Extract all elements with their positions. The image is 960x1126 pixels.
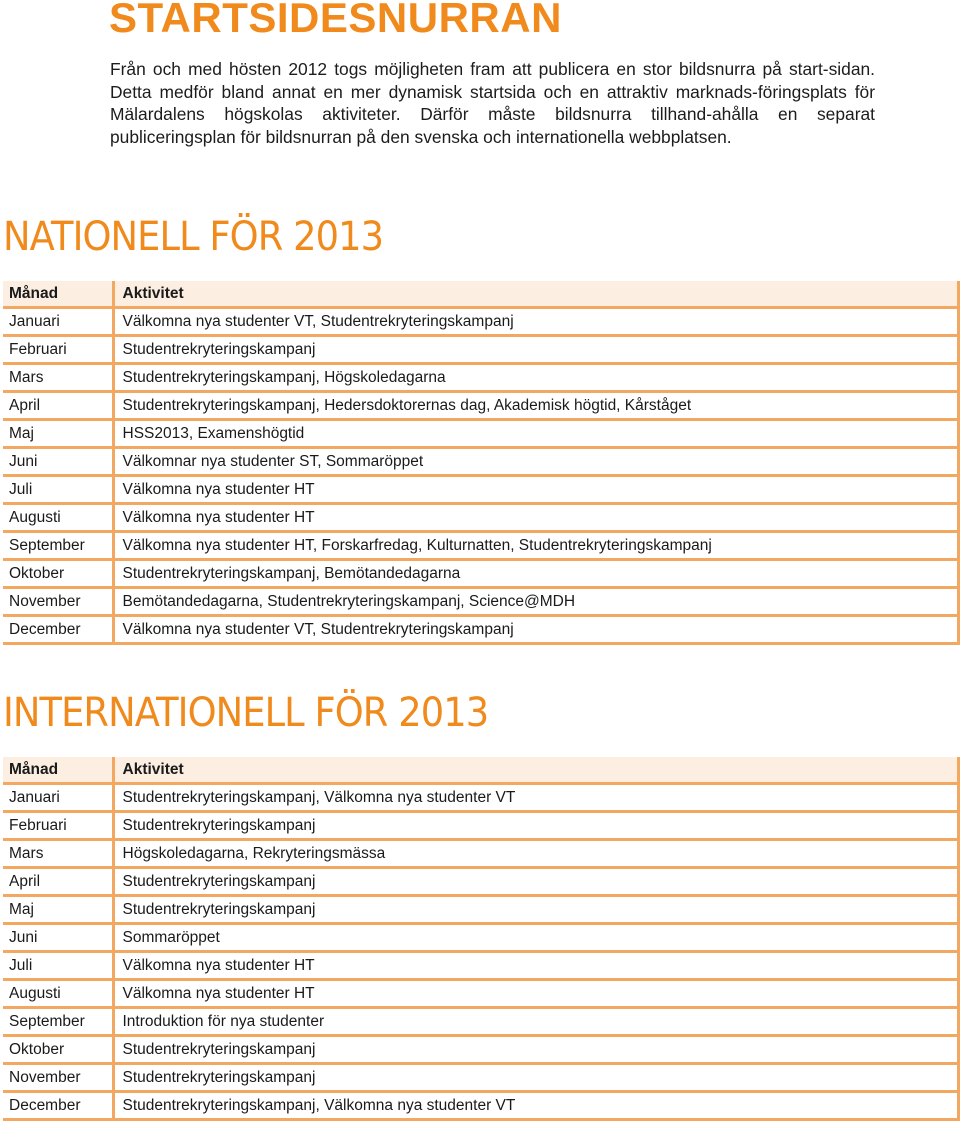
activity-cell: Bemötandedagarna, Studentrekryteringskampanj, Science@MDH <box>113 588 958 616</box>
international-heading: INTERNATIONELL FÖR 2013 <box>3 690 489 736</box>
month-cell: Juni <box>3 924 113 952</box>
activity-cell: Välkomna nya studenter VT, Studentrekryteringskampanj <box>113 616 958 644</box>
table-row <box>3 784 958 812</box>
month-cell: Juni <box>3 448 113 476</box>
table-row <box>3 616 958 644</box>
activity-column-header: Aktivitet <box>113 757 958 784</box>
table-row <box>3 896 958 924</box>
month-cell: December <box>3 616 113 644</box>
activity-cell: Studentrekryteringskampanj, Högskoledagarna <box>113 364 958 392</box>
month-cell: Februari <box>3 336 113 364</box>
activity-cell: Välkomna nya studenter VT, Studentrekryteringskampanj <box>113 308 958 336</box>
table-header-row <box>3 757 958 784</box>
month-cell: Januari <box>3 784 113 812</box>
table-header-row <box>3 281 958 308</box>
month-cell: Oktober <box>3 1036 113 1064</box>
table-row <box>3 952 958 980</box>
activity-cell: Välkomna nya studenter HT <box>113 952 958 980</box>
table-row <box>3 448 958 476</box>
month-cell: Januari <box>3 308 113 336</box>
activity-cell: Studentrekryteringskampanj, Bemötandedagarna <box>113 560 958 588</box>
activity-cell: Introduktion för nya studenter <box>113 1008 958 1036</box>
month-cell: November <box>3 588 113 616</box>
page-title: STARTSIDESNURRAN <box>109 0 562 41</box>
activity-cell: Studentrekryteringskampanj, Välkomna nya studenter VT <box>113 784 958 812</box>
activity-cell: Välkomna nya studenter HT <box>113 980 958 1008</box>
month-cell: Maj <box>3 896 113 924</box>
table-row <box>3 1064 958 1092</box>
month-cell: December <box>3 1092 113 1120</box>
national-schedule-table <box>3 281 960 645</box>
activity-cell: Välkomna nya studenter HT <box>113 476 958 504</box>
month-column-header: Månad <box>3 281 113 308</box>
table-row <box>3 588 958 616</box>
month-cell: Juli <box>3 952 113 980</box>
month-cell: Juli <box>3 476 113 504</box>
activity-cell: Studentrekryteringskampanj <box>113 1036 958 1064</box>
month-cell: Augusti <box>3 980 113 1008</box>
table-row <box>3 504 958 532</box>
month-cell: April <box>3 868 113 896</box>
table-row <box>3 980 958 1008</box>
activity-cell: Studentrekryteringskampanj <box>113 896 958 924</box>
month-cell: September <box>3 532 113 560</box>
activity-cell: Studentrekryteringskampanj <box>113 1064 958 1092</box>
month-cell: September <box>3 1008 113 1036</box>
activity-column-header: Aktivitet <box>113 281 958 308</box>
activity-cell: Välkomna nya studenter HT <box>113 504 958 532</box>
activity-cell: Studentrekryteringskampanj <box>113 868 958 896</box>
table-row <box>3 1008 958 1036</box>
table-row <box>3 476 958 504</box>
month-cell: November <box>3 1064 113 1092</box>
activity-cell: Välkomnar nya studenter ST, Sommaröppet <box>113 448 958 476</box>
table-row <box>3 868 958 896</box>
month-column-header: Månad <box>3 757 113 784</box>
month-cell: Augusti <box>3 504 113 532</box>
table-row <box>3 392 958 420</box>
table-row <box>3 1036 958 1064</box>
intro-paragraph: Från och med hösten 2012 togs möjligheten fram att publicera en stor bildsnurra på start-sidan. Detta medför bland annat en mer dynamisk startsida och en attraktiv marknads-föringsplats för Mälardalens högskolas aktiviteter. Därför måste bildsnurra tillhand-ahålla en separat publiceringsplan för bildsnurran på den svenska och internationella webbplatsen. <box>110 59 875 147</box>
activity-cell: Studentrekryteringskampanj, Välkomna nya studenter VT <box>113 1092 958 1120</box>
activity-cell: HSS2013, Examenshögtid <box>113 420 958 448</box>
month-cell: Februari <box>3 812 113 840</box>
activity-cell: Studentrekryteringskampanj, Hedersdoktorernas dag, Akademisk högtid, Kårståget <box>113 392 958 420</box>
month-cell: April <box>3 392 113 420</box>
activity-cell: Högskoledagarna, Rekryteringsmässa <box>113 840 958 868</box>
table-row <box>3 336 958 364</box>
table-row <box>3 364 958 392</box>
month-cell: Oktober <box>3 560 113 588</box>
month-cell: Maj <box>3 420 113 448</box>
table-row <box>3 840 958 868</box>
table-row <box>3 532 958 560</box>
table-row <box>3 1092 958 1120</box>
activity-cell: Välkomna nya studenter HT, Forskarfredag, Kulturnatten, Studentrekryteringskampanj <box>113 532 958 560</box>
activity-cell: Studentrekryteringskampanj <box>113 812 958 840</box>
international-schedule-table <box>3 757 960 1121</box>
month-cell: Mars <box>3 364 113 392</box>
table-row <box>3 420 958 448</box>
table-row <box>3 560 958 588</box>
national-heading: NATIONELL FÖR 2013 <box>3 214 384 260</box>
table-row <box>3 308 958 336</box>
table-row <box>3 924 958 952</box>
month-cell: Mars <box>3 840 113 868</box>
table-row <box>3 812 958 840</box>
activity-cell: Sommaröppet <box>113 924 958 952</box>
activity-cell: Studentrekryteringskampanj <box>113 336 958 364</box>
